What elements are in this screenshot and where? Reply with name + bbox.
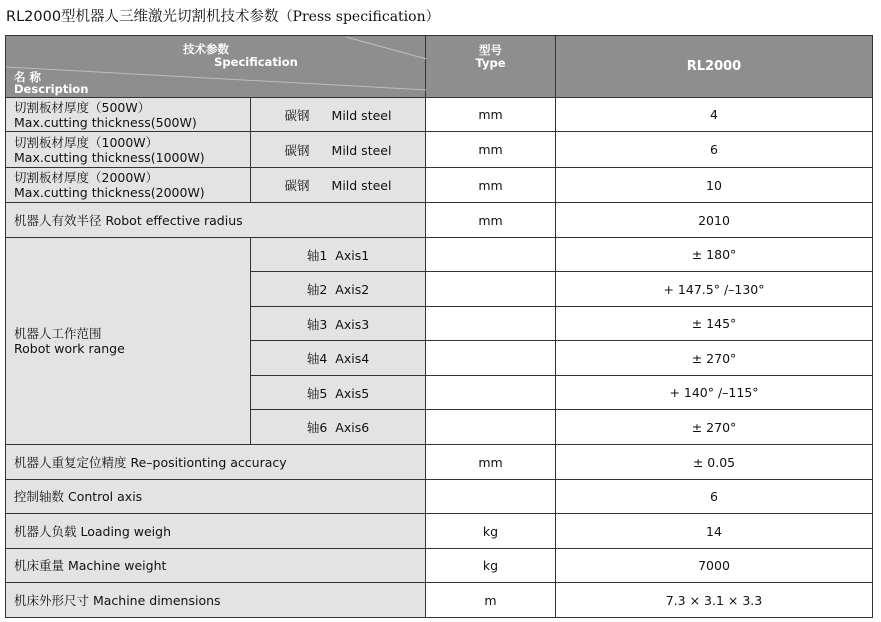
material-cn: 碳钢 [284,142,310,158]
row-label: 机器人负载 Loading weigh [6,514,426,549]
axis-name [251,341,426,376]
spec-row [6,583,873,618]
spec-table [5,35,872,618]
unit-cell [426,480,556,514]
value-cell: ± 270° [556,341,873,376]
material-en: Mild steel [331,178,392,193]
header-type-cell [426,36,556,98]
header-spec-en: Specification [214,54,298,69]
header-type-en: Type [475,55,506,70]
value-cell: 6 [556,132,873,168]
header-row [6,36,873,98]
radius-label: 机器人有效半径 Robot effective radius [6,203,426,238]
header-name-en: Description [14,81,89,96]
row-label: 机床外形尺寸 Machine dimensions [6,583,426,618]
thickness-label-en: Max.cutting thickness(500W) [14,114,197,130]
thickness-row [6,168,873,203]
axis-name [251,410,426,445]
unit-cell [426,238,556,272]
axis-en: Axis3 [335,316,370,332]
axis-cn: 轴6 [306,420,328,435]
value-cell: 4 [556,98,873,132]
axis-name [251,376,426,410]
value-cell: ± 180° [556,238,873,272]
unit-cell [426,307,556,341]
unit-cell [426,410,556,445]
unit-cell: mm [426,98,556,132]
header-type-cn: 型号 [479,42,502,57]
header-name-cn: 名 称 [14,69,42,84]
material-cell [251,98,426,132]
unit-cell: mm [426,132,556,168]
header-name [14,71,88,95]
axis-cn: 轴4 [306,351,328,366]
unit-cell: mm [426,203,556,238]
row-label: 控制轴数 Control axis [6,480,426,514]
value-cell: 6 [556,480,873,514]
unit-cell [426,272,556,307]
thickness-label-en: Max.cutting thickness(2000W) [14,185,205,200]
value-cell: 7.3 × 3.1 × 3.3 [556,583,873,618]
unit-cell: kg [426,514,556,549]
header-spec-cn: 技术参数 [183,41,229,56]
page-title [6,5,440,26]
axis-cn: 轴3 [306,316,328,332]
unit-cell [426,376,556,410]
thickness-row [6,98,873,132]
axis-cn: 轴5 [306,385,328,401]
axis-name [251,238,426,272]
value-cell: 7000 [556,549,873,583]
header-model: RL2000 [556,36,873,98]
material-en: Mild steel [331,107,392,123]
header-type [426,44,555,70]
spec-row [6,445,873,480]
spec-row [6,514,873,549]
unit-cell: mm [426,445,556,480]
thickness-row [6,132,873,168]
axis-en: Axis5 [335,385,370,401]
axis-name [251,272,426,307]
value-cell: + 140° /–115° [556,376,873,410]
value-cell: 2010 [556,203,873,238]
value-cell: ± 0.05 [556,445,873,480]
axis-row [6,238,873,272]
spec-row [6,549,873,583]
axis-cn: 轴1 [306,247,328,263]
material-cn: 碳钢 [284,107,310,123]
axis-en: Axis2 [335,282,370,297]
radius-row [6,203,873,238]
work-range-label-cn: 机器人工作范围 [14,326,102,341]
thickness-label [6,132,251,168]
spec-row [6,480,873,514]
axis-en: Axis4 [335,351,370,366]
value-cell: 10 [556,168,873,203]
axis-en: Axis6 [335,420,370,435]
value-cell: ± 145° [556,307,873,341]
thickness-label-cn: 切割板材厚度（2000W） [14,170,159,185]
title-cn: RL2000型机器人三维激光切割机技术参数 [6,9,279,25]
value-cell: + 147.5° /–130° [556,272,873,307]
thickness-label-cn: 切割板材厚度（1000W） [14,134,159,150]
thickness-label-cn: 切割板材厚度（500W） [14,99,151,115]
axis-en: Axis1 [335,247,370,263]
thickness-label-en: Max.cutting thickness(1000W) [14,149,205,165]
header-spec [6,43,406,69]
unit-cell: m [426,583,556,618]
unit-cell [426,341,556,376]
header-description-cell [6,36,426,98]
unit-cell: mm [426,168,556,203]
material-en: Mild steel [331,142,392,158]
work-range-label [6,238,251,445]
value-cell: 14 [556,514,873,549]
thickness-label [6,168,251,203]
title-en: （Press specification） [278,9,440,25]
axis-cn: 轴2 [306,282,328,297]
material-cell [251,132,426,168]
row-label: 机器人重复定位精度 Re–positionting accuracy [6,445,426,480]
unit-cell: kg [426,549,556,583]
material-cn: 碳钢 [284,178,310,193]
thickness-label [6,98,251,132]
row-label: 机床重量 Machine weight [6,549,426,583]
value-cell: ± 270° [556,410,873,445]
axis-name [251,307,426,341]
material-cell [251,168,426,203]
work-range-label-en: Robot work range [14,341,125,356]
